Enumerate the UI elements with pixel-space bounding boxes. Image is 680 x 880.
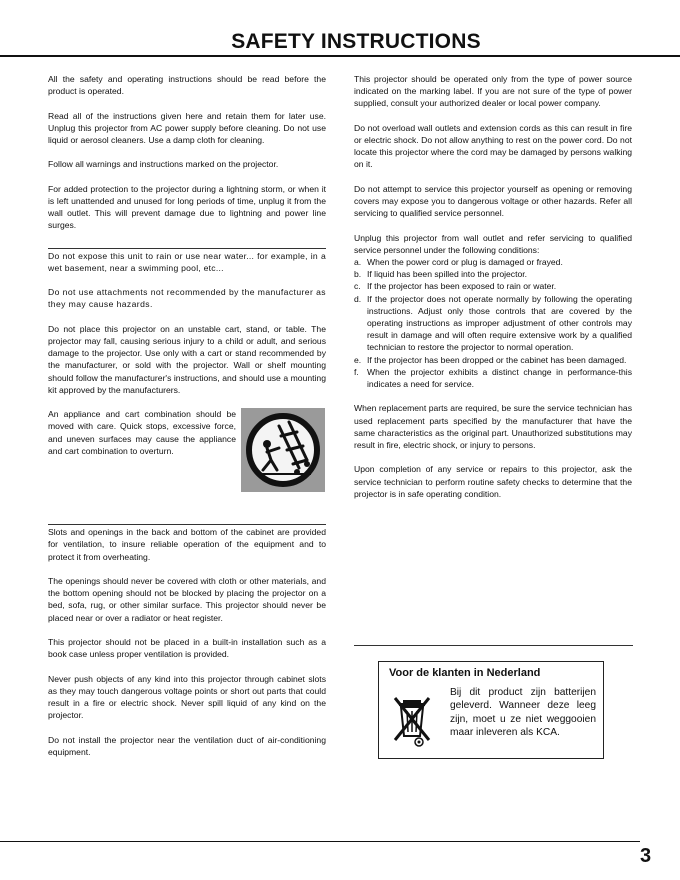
paragraph: This projector should be operated only from the type of power source indicated on the marking label. If you are not sure of the type of power supplied, consult your authorized dealer or local power company. <box>354 74 632 109</box>
list-item: c. If the projector has been exposed to rain or water. <box>354 281 557 292</box>
paragraph: Unplug this projector from wall outlet and refer servicing to qualified service personnel under the following conditions: <box>354 232 632 255</box>
notice-title: Voor de klanten in Nederland <box>389 667 541 679</box>
cart-warning-text: An appliance and cart combination should be moved with care. Quick stops, excessive force, and uneven surfaces may cause the appliance and cart combination to overturn. <box>48 409 236 456</box>
service-conditions-list <box>354 256 632 390</box>
paragraph: Do not place this projector on an unstable cart, stand, or table. The projector may fall, causing serious injury to a child or adult, and serious damage to the projector. Use only with a cart or stand recommended by the manufacturer, or sold with the projector. Wall or shelf mounting should follow the manufacturer's instructions, and should use a mounting kit approved by the manufacturers. <box>48 323 326 395</box>
title-rule <box>0 55 680 57</box>
footer-rule <box>0 841 640 842</box>
paragraph: Read all of the instructions given here and retain them for later use. Unplug this projector from AC power supply before cleaning. Do not use liquid or aerosol cleaners. Use a damp cloth for cleaning. <box>48 110 326 145</box>
paragraph: Upon completion of any service or repairs to this projector, ask the service technician to perform routine safety checks to determine that the projector is in safe operating condition. <box>354 464 632 499</box>
page-title: SAFETY INSTRUCTIONS <box>231 30 481 53</box>
crossed-out-bin-icon <box>393 690 431 748</box>
left-column <box>48 73 326 770</box>
notice-text: Bij dit product zijn batterijen geleverd. Wanneer deze leeg zijn, moet u ze niet weggooien maar inleveren als KCA. <box>450 687 596 739</box>
list-item: a. When the power cord or plug is damaged or frayed. <box>354 257 563 267</box>
paragraph: Do not install the projector near the ventilation duct of air-conditioning equipment. <box>48 734 326 757</box>
page-number: 3 <box>640 845 652 867</box>
paragraph: Do not attempt to service this projector yourself as opening or removing covers may expose you to dangerous voltage or other hazards. Refer all servicing to qualified service personnel. <box>354 183 632 219</box>
paragraph: Slots and openings in the back and bottom of the cabinet are provided for ventilation, to insure reliable operation of the equipment and to protect it from overheating. <box>48 527 326 562</box>
right-section-divider <box>354 645 633 646</box>
netherlands-battery-notice <box>378 661 604 759</box>
cart-overturn-warning-icon <box>241 408 325 492</box>
right-column <box>354 73 632 512</box>
list-item: e. If the projector has been dropped or the cabinet has been damaged. <box>354 354 627 365</box>
section-divider <box>48 248 326 249</box>
paragraph: Never push objects of any kind into this projector through cabinet slots as they may touch dangerous voltage points or short out parts that could result in a fire or electric shock. Never spill liquid of any kind on the projector. <box>48 673 326 721</box>
list-item: f. When the projector exhibits a distinct change in performance-this indicates a need for service. <box>354 366 632 390</box>
paragraph: The openings should never be covered with cloth or other materials, and the bottom opening should not be blocked by placing the projector on a bed, sofa, rug, or other similar surface. This projector should never be placed near or over a radiator or heat register. <box>48 575 326 623</box>
list-item: b. If liquid has been spilled into the projector. <box>354 269 528 280</box>
paragraph: Do not expose this unit to rain or use near water... for example, in a wet basement, near a swimming pool, etc... <box>48 250 326 273</box>
paragraph: For added protection to the projector during a lightning storm, or when it is left unattended and unused for long periods of time, unplug it from the wall outlet. This will prevent damage due to lightning and power line surges. <box>48 183 326 231</box>
section-divider <box>48 524 326 525</box>
paragraph: All the safety and operating instructions should be read before the product is operated. <box>48 74 326 97</box>
cart-warning <box>48 408 326 492</box>
paragraph: This projector should not be placed in a built-in installation such as a book case unless proper ventilation is provided. <box>48 636 326 660</box>
paragraph: Do not overload wall outlets and extension cords as this can result in fire or electric shock. Do not allow anything to rest on the power cord. Do not locate this projector where the cord may be damaged by persons walking on it. <box>354 122 633 170</box>
list-item: d. If the projector does not operate normally by following the operating instructions. Adjust only those controls that are covered by the operating instructions as improper adjustment of other controls may result in damage and will often require extensive work by a qualified technician to restore the projector to normal operation. <box>354 293 632 353</box>
paragraph: Follow all warnings and instructions marked on the projector. <box>48 159 279 170</box>
paragraph: Do not use attachments not recommended by the manufacturer as they may cause hazards. <box>48 287 326 310</box>
paragraph: When replacement parts are required, be sure the service technician has used replacement parts specified by the manufacturer that have the same characteristics as the original part. Unauthorized substitutions may result in fire, electric shock, or injury to persons. <box>354 403 632 451</box>
